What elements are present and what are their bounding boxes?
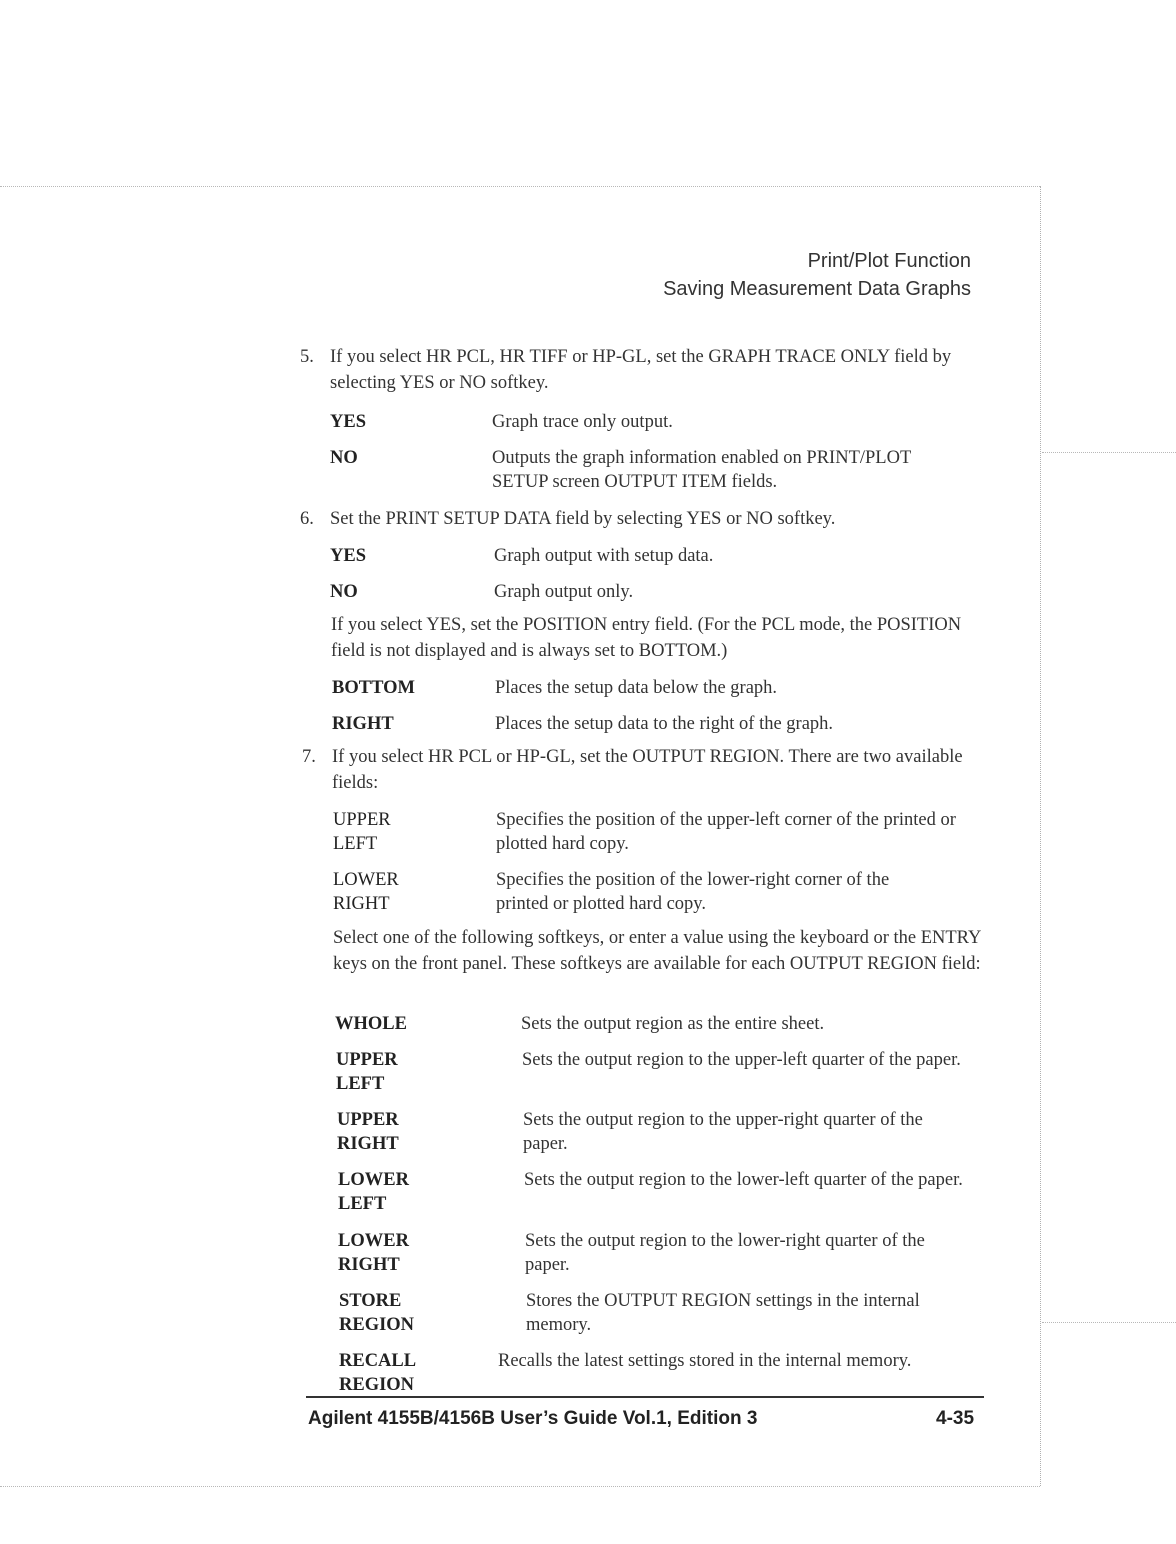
definition-term: BOTTOM [332,678,415,698]
softkey-desc: Stores the OUTPUT REGION settings in the internal memory. [526,1291,920,1335]
definition-term: YES [330,412,366,432]
softkey-desc: Sets the output region to the upper-left quarter of the paper. [522,1050,961,1070]
position-note: If you select YES, set the POSITION entry field. (For the PCL mode, the POSITION field is not displayed and is always set to BOTTOM.) [331,615,962,661]
step-text: If you select HR PCL or HP-GL, set the OUTPUT REGION. There are two available fields: [332,747,963,793]
softkey-desc: Sets the output region as the entire sheet. [521,1014,825,1034]
definition-desc: Places the setup data below the graph. [495,678,778,698]
step-number: 5. [300,347,314,367]
definition-desc: Places the setup data to the right of the graph. [495,714,834,734]
scan-mark [1042,1322,1176,1323]
softkey-desc: Sets the output region to the upper-right quarter of the paper. [523,1110,923,1154]
softkey-note: Select one of the following softkeys, or enter a value using the keyboard or the ENTRY keys on the front panel. These softkeys are available for each OUTPUT REGION field: [333,928,981,974]
softkey-term: RECALL REGION [339,1351,416,1395]
definition-desc: Graph trace only output. [492,412,673,432]
softkey-term: UPPER LEFT [336,1050,398,1094]
definition-desc: Graph output only. [494,582,634,602]
scan-edge-right [1040,186,1041,1486]
field-term: UPPER LEFT [333,810,391,854]
step-number: 6. [300,509,314,529]
step-text: Set the PRINT SETUP DATA field by selecting YES or NO softkey. [330,509,836,529]
field-desc: Specifies the position of the upper-left corner of the printed or plotted hard copy. [496,810,956,854]
softkey-desc: Sets the output region to the lower-left quarter of the paper. [524,1170,963,1190]
softkey-desc: Sets the output region to the lower-right quarter of the paper. [525,1231,925,1275]
softkey-term: LOWER RIGHT [338,1231,409,1275]
definition-term: RIGHT [332,714,394,734]
step-text: If you select HR PCL, HR TIFF or HP-GL, set the GRAPH TRACE ONLY field by selecting YES or NO softkey. [330,347,952,393]
running-header-section: Saving Measurement Data Graphs [663,278,971,300]
footer-rule [306,1396,984,1398]
page-number: 4-35 [936,1408,975,1429]
definition-term: NO [330,448,358,468]
field-desc: Specifies the position of the lower-right corner of the printed or plotted hard copy. [496,870,890,914]
definition-desc: Graph output with setup data. [494,546,714,566]
softkey-term: UPPER RIGHT [337,1110,399,1154]
definition-term: YES [330,546,366,566]
scan-edge-bottom [0,1486,1040,1487]
scan-mark [1042,452,1176,453]
field-term: LOWER RIGHT [333,870,399,914]
definition-term: NO [330,582,358,602]
softkey-desc: Recalls the latest settings stored in the internal memory. [498,1351,912,1371]
footer-title: Agilent 4155B/4156B User’s Guide Vol.1, Edition 3 [308,1408,758,1429]
scan-edge-top [0,186,1040,187]
running-header-chapter: Print/Plot Function [807,250,971,272]
softkey-term: WHOLE [335,1014,407,1034]
softkey-term: STORE REGION [339,1291,415,1335]
step-number: 7. [302,747,316,767]
definition-desc: Outputs the graph information enabled on PRINT/PLOT SETUP screen OUTPUT ITEM fields. [492,448,911,492]
softkey-term: LOWER LEFT [338,1170,409,1214]
